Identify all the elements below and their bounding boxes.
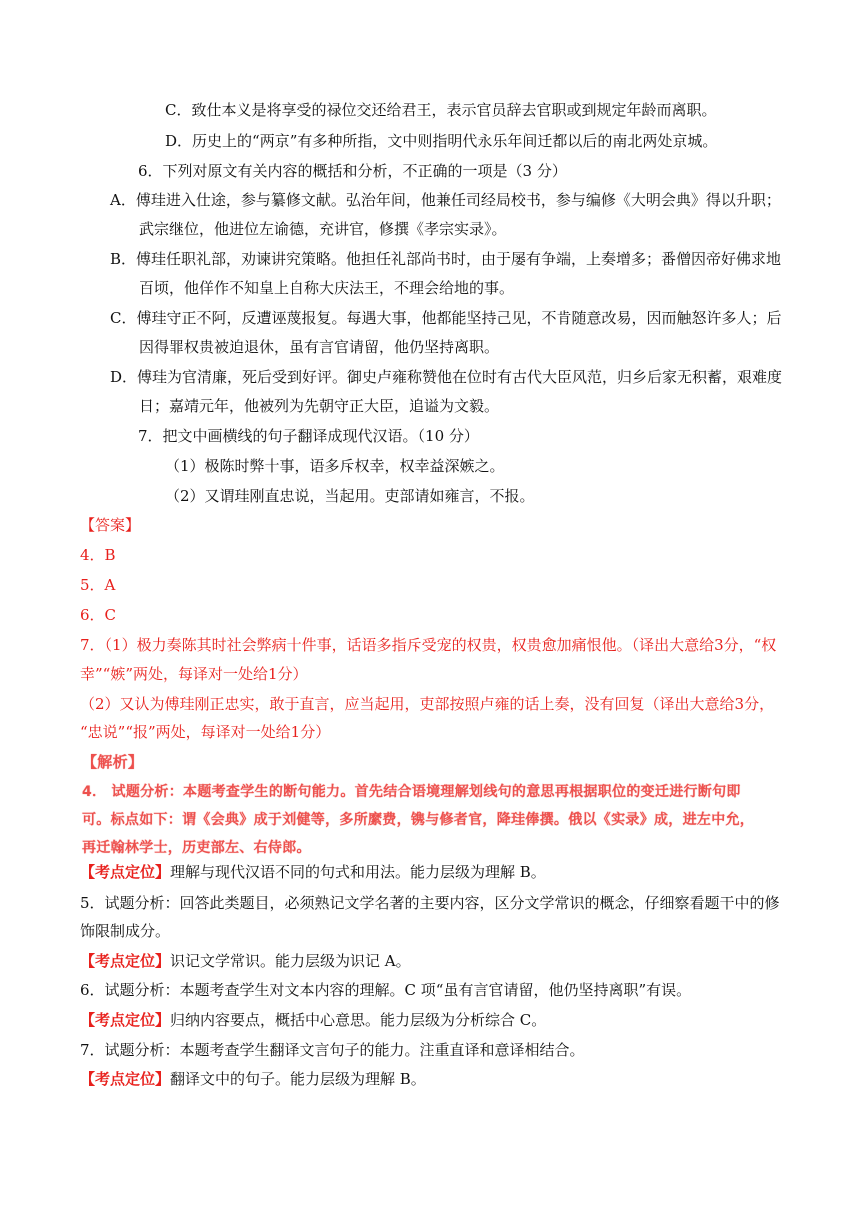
- q6-option-a-line1: A．傅珪进入仕途，参与纂修文献。弘治年间，他兼任司经局校书，参与编修《大明会典》得以升职；: [110, 191, 781, 209]
- kaodian-7: [80, 1069, 426, 1089]
- answer-7-1-line2: 幸”“嫉”两处，每译对一处给1分）: [80, 665, 308, 683]
- q5-option-c: C．致仕本义是将享受的禄位交还给君王，表示官员辞去官职或到规定年龄而离职。: [165, 101, 717, 119]
- answer-6: 6．C: [80, 606, 117, 624]
- analysis-5-line1: 5．试题分析：回答此类题目，必须熟记文学名著的主要内容，区分文学常识的概念，仔细察看题干中的修: [80, 894, 780, 912]
- q6-option-c-line2: 因得罪权贵被迫退休，虽有言官请留，他仍坚持离职。: [139, 338, 500, 356]
- answer-heading: 【答案】: [80, 516, 141, 534]
- kaodian-4-label: 【考点定位】: [80, 863, 171, 881]
- q7-sentence-1: （1）极陈时弊十事，语多斥权幸，权幸益深嫉之。: [165, 457, 505, 475]
- analysis-4-image-line1: 4． 试题分析：本题考查学生的断句能力。首先结合语境理解划线句的意思再根据职位的变迁进行断句即: [82, 784, 741, 800]
- kaodian-4: [80, 862, 546, 882]
- q6-option-b-line1: B．傅珪任职礼部，劝谏讲究策略。他担任礼部尚书时，由于屡有争端，上奏增多；番僧因帝好佛求地: [110, 250, 782, 268]
- kaodian-7-text: 翻译文中的句子。能力层级为理解 B。: [170, 1070, 426, 1088]
- q6-option-d-line2: 日；嘉靖元年，他被列为先朝守正大臣，追谥为文毅。: [139, 397, 500, 415]
- answer-4: 4．B: [80, 546, 116, 564]
- analysis-5-line2: 饰限制成分。: [80, 922, 171, 940]
- analysis-heading: 【解析】: [82, 753, 144, 771]
- answer-7-2-line1: （2）又认为傅珪刚正忠实，敢于直言，应当起用，吏部按照卢雍的话上奏，没有回复（译出大意给3分，: [80, 695, 775, 713]
- kaodian-5-text: 识记文学常识。能力层级为识记 A。: [170, 952, 411, 970]
- answer-5: 5．A: [80, 576, 116, 594]
- kaodian-4-text: 理解与现代汉语不同的句式和用法。能力层级为理解 B。: [170, 863, 546, 881]
- q6-option-d-line1: D．傅珪为官清廉，死后受到好评。御史卢雍称赞他在位时有古代大臣风范，归乡后家无积蓄，艰难度: [110, 368, 783, 386]
- analysis-4-image-line3: 再迁翰林学士，历吏部左、右侍郎。: [82, 840, 311, 856]
- answer-7-2-line2: “忠说”“报”两处，每译对一处给1分）: [80, 723, 331, 741]
- kaodian-6: [80, 1010, 546, 1030]
- q6-option-b-line2: 百顷，他佯作不知皇上自称大庆法王，不理会给地的事。: [139, 279, 515, 297]
- kaodian-7-label: 【考点定位】: [80, 1070, 171, 1088]
- answer-7-1-line1: 7．（1）极力奏陈其时社会弊病十件事，话语多指斥受宠的权贵，权贵愈加痛恨他。（译出大意给3分，“权: [80, 636, 777, 654]
- kaodian-6-label: 【考点定位】: [80, 1011, 171, 1029]
- q6-stem: 6．下列对原文有关内容的概括和分析，不正确的一项是（3 分）: [138, 162, 567, 180]
- analysis-4-image-line2: 可。标点如下：谓《会典》成于刘健等，多所縻费，镌与修者官，降珪俸撰。俄以《实录》成，进左中允，: [82, 812, 755, 828]
- analysis-6-line: 6．试题分析：本题考查学生对文本内容的理解。C 项“虽有言官请留，他仍坚持离职”有误。: [80, 981, 692, 999]
- q6-option-c-line1: C．傅珪守正不阿，反遭诬蔑报复。每遇大事，他都能坚持己见，不肯随意改易，因而触怒许多人；后: [110, 309, 782, 327]
- kaodian-6-text: 归纳内容要点，概括中心意思。能力层级为分析综合 C。: [170, 1011, 547, 1029]
- q6-option-a-line2: 武宗继位，他进位左谕德，充讲官，修撰《孝宗实录》。: [139, 220, 507, 238]
- q5-option-d: D．历史上的“两京”有多种所指，文中则指明代永乐年间迁都以后的南北两处京城。: [165, 132, 718, 150]
- kaodian-5: [80, 951, 411, 971]
- analysis-7-line: 7．试题分析：本题考查学生翻译文言句子的能力。注重直译和意译相结合。: [80, 1041, 585, 1059]
- kaodian-5-label: 【考点定位】: [80, 952, 171, 970]
- q7-sentence-2: （2）又谓珪刚直忠说，当起用。吏部请如雍言，不报。: [165, 487, 535, 505]
- q7-stem: 7．把文中画横线的句子翻译成现代汉语。（10 分）: [138, 427, 479, 445]
